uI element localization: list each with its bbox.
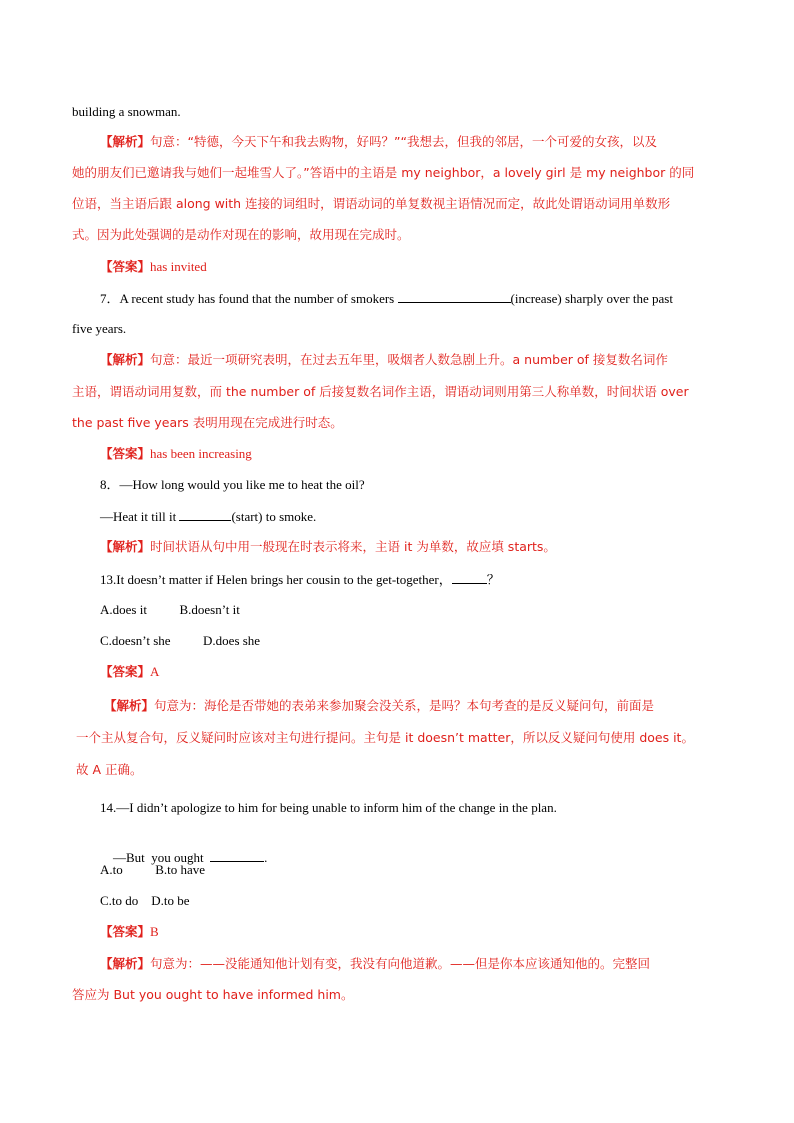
- analysis-text: 句意：最近一项研究表明，在过去五年里，吸烟者人数急剧上升。a number of 接复数名词作: [150, 352, 668, 367]
- options-line: A.does it B.doesn’t it: [100, 602, 240, 617]
- answer-text: has invited: [150, 259, 207, 274]
- options-line: A.to B.to have: [100, 862, 206, 877]
- analysis-line: [104, 697, 654, 716]
- question-text: (start) to smoke.: [231, 509, 317, 524]
- analysis-label: 【解析】: [104, 698, 155, 713]
- analysis-line: the past five years 表明用现在完成进行时态。: [72, 415, 343, 430]
- question-line: [100, 507, 316, 526]
- answer-line: [100, 258, 207, 277]
- question-text: ？: [486, 572, 500, 587]
- answer-text: A: [150, 664, 160, 679]
- options-line: C.to do D.to be: [100, 893, 190, 908]
- analysis-line: 主语，谓语动词用复数，而 the number of 后接复数名词作主语，谓语动词则用第三人称单数，时间状语 over: [72, 384, 689, 399]
- analysis-line: [100, 955, 650, 974]
- analysis-line: 故 A 正确。: [76, 762, 143, 777]
- question-text: —But you ought: [113, 850, 211, 865]
- answer-text: B: [150, 924, 159, 939]
- question-text: (increase) sharply over the past: [510, 291, 673, 306]
- answer-line: [100, 445, 252, 464]
- answer-blank: [210, 848, 264, 862]
- analysis-label: 【解析】: [100, 134, 151, 149]
- analysis-line: 答应为 But you ought to have informed him。: [72, 987, 354, 1002]
- answer-text: has been increasing: [150, 446, 252, 461]
- analysis-line: 她的朋友们已邀请我与她们一起堆雪人了。”答语中的主语是 my neighbor，a lovely girl 是 my neighbor 的同: [72, 165, 695, 180]
- answer-line: [100, 663, 159, 682]
- analysis-line: [100, 538, 556, 557]
- answer-line: [100, 923, 159, 942]
- options-line: C.doesn’t she D.does she: [100, 633, 261, 648]
- answer-label: 【答案】: [100, 664, 151, 679]
- question-text: —Heat it till it: [100, 509, 180, 524]
- analysis-label: 【解析】: [100, 539, 151, 554]
- answer-blank: [452, 570, 487, 584]
- answer-blank: [179, 507, 231, 521]
- question-text: 13.It doesn’t matter if Helen brings her cousin to the get-together，: [100, 572, 452, 587]
- question-line: [100, 289, 673, 308]
- text-line: building a snowman.: [72, 104, 181, 119]
- question-text: 7．A recent study has found that the number of smokers: [100, 291, 398, 306]
- analysis-text: 时间状语从句中用一般现在时表示将来，主语 it 为单数，故应填 starts。: [150, 539, 556, 554]
- question-text: .: [264, 850, 268, 865]
- analysis-line: 位语，当主语后跟 along with 连接的词组时，谓语动词的单复数视主语情况而定，故此处谓语动词用单数形: [72, 196, 671, 211]
- question-line: 8．—How long would you like me to heat the oil?: [100, 477, 365, 492]
- analysis-line: [100, 133, 657, 152]
- question-line: 14.—I didn’t apologize to him for being unable to inform him of the change in the plan.: [100, 800, 557, 815]
- analysis-line: 式。因为此处强调的是动作对现在的影响，故用现在完成时。: [72, 227, 410, 242]
- analysis-line: 一个主从复合句，反义疑问时应该对主句进行提问。主句是 it doesn’t matter，所以反义疑问句使用 does it。: [76, 730, 694, 745]
- answer-label: 【答案】: [100, 259, 151, 274]
- analysis-label: 【解析】: [100, 956, 151, 971]
- analysis-text: 句意为：海伦是否带她的表弟来参加聚会没关系，是吗？本句考查的是反义疑问句，前面是: [154, 698, 655, 713]
- answer-label: 【答案】: [100, 924, 151, 939]
- analysis-line: [100, 351, 668, 370]
- analysis-text: 句意为：——没能通知他计划有变，我没有向他道歉。——但是你本应该通知他的。完整回: [150, 956, 651, 971]
- question-line: five years.: [72, 321, 127, 336]
- answer-blank: [398, 289, 511, 303]
- analysis-label: 【解析】: [100, 352, 151, 367]
- answer-label: 【答案】: [100, 446, 151, 461]
- analysis-text: 句意：“特德，今天下午和我去购物，好吗？”“我想去，但我的邻居，一个可爱的女孩，以及: [150, 134, 657, 149]
- question-line: [100, 570, 500, 589]
